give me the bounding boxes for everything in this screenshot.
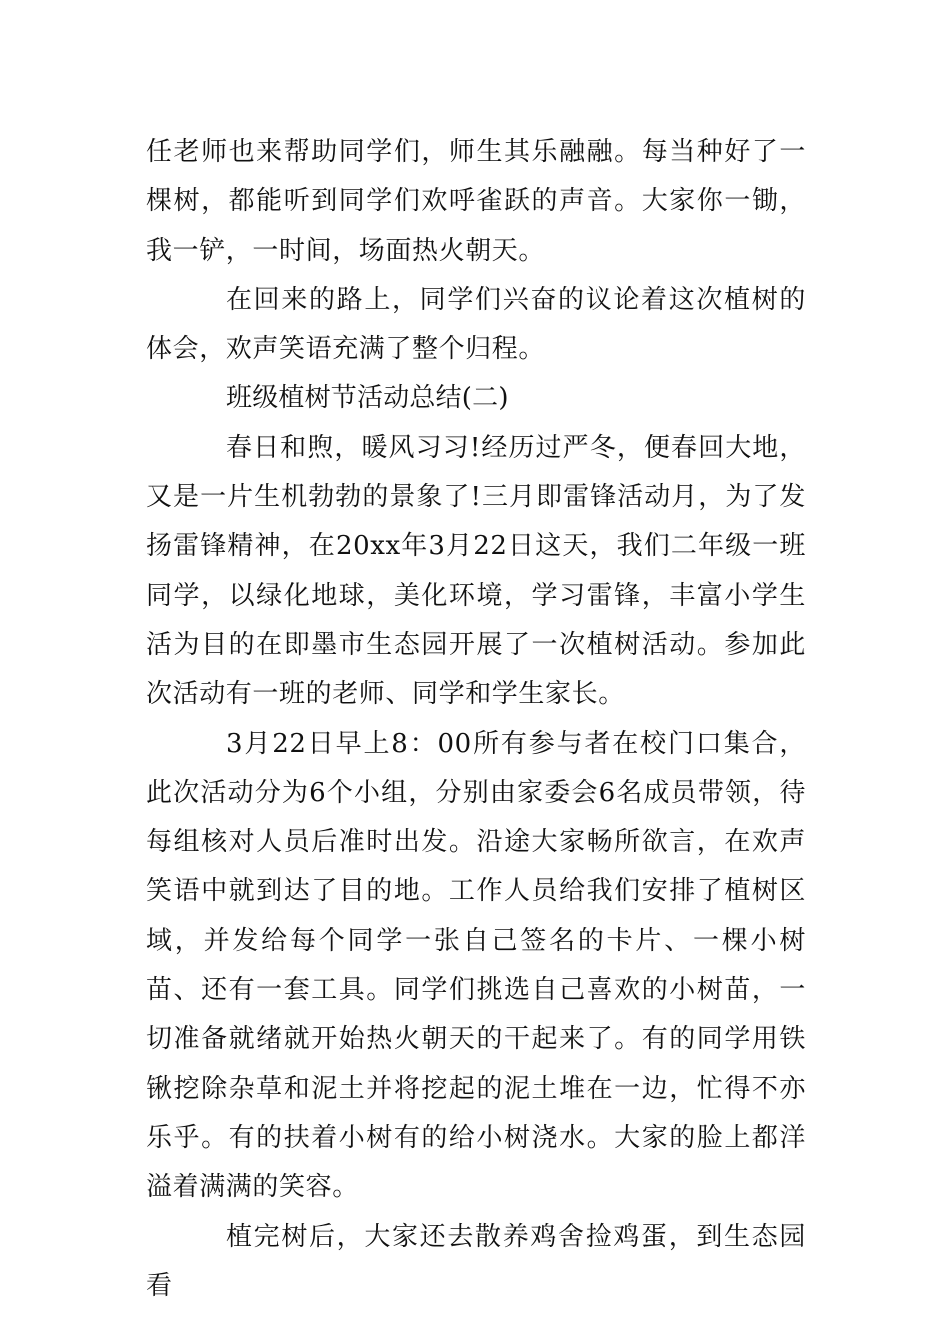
document-body xyxy=(146,128,806,1311)
section-heading: 班级植树节活动总结(二) xyxy=(226,383,509,414)
paragraph-after-planting: 植完树后，大家还去散养鸡舍捡鸡蛋，到生态园看 xyxy=(146,1221,806,1301)
paragraph-activity-details: 3月22日早上8：00所有参与者在校门口集合，此次活动分为6个小组，分别由家委会6名成员带领，待每组核对人员后准时出发。沿途大家畅所欲言，在欢声笑语中就到达了目的地。工作人员给我们安排了植树区域，并发给每个同学一张自己签名的卡片、一棵小树苗、还有一套工具。同学们挑选自己喜欢的小树苗，一切准备就绪就开始热火朝天的干起来了。有的同学用铁锹挖除杂草和泥土并将挖起的泥土堆在一边，忙得不亦乐乎。有的扶着小树有的给小树浇水。大家的脸上都洋溢着满满的笑容。 xyxy=(146,728,806,1203)
paragraph-continuation: 任老师也来帮助同学们，师生其乐融融。每当种好了一棵树，都能听到同学们欢呼雀跃的声音。大家你一锄，我一铲，一时间，场面热火朝天。 xyxy=(146,137,806,266)
paragraph-spring-intro: 春日和煦，暖风习习!经历过严冬，便春回大地，又是一片生机勃勃的景象了!三月即雷锋活动月，为了发扬雷锋精神，在20xx年3月22日这天，我们二年级一班同学，以绿化地球，美化环境，学习雷锋，丰富小学生活为目的在即墨市生态园开展了一次植树活动。参加此次活动有一班的老师、同学和学生家长。 xyxy=(146,432,806,710)
paragraph-return-trip: 在回来的路上，同学们兴奋的议论着这次植树的体会，欢声笑语充满了整个归程。 xyxy=(146,284,806,365)
